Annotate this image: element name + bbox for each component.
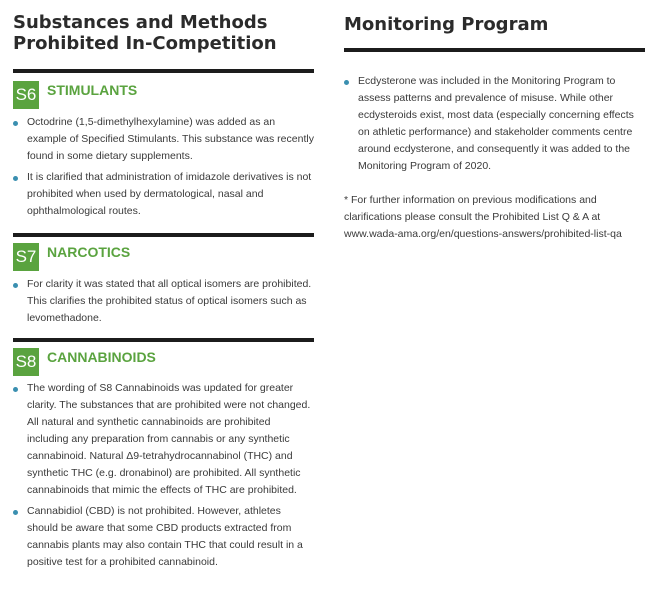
monitoring-divider <box>344 48 645 52</box>
section-s6-list <box>13 114 314 220</box>
section-s6-header <box>13 81 314 109</box>
list-item: It is clarified that administration of imidazole derivatives is not prohibited when used by dermatological, nasal and ophthalmological routes. <box>13 169 314 220</box>
section-s8-title: CANNABINOIDS <box>47 349 156 365</box>
list-item: Octodrine (1,5-dimethylhexylamine) was added as an example of Specified Stimulants. This substance was recently found in some dietary supplements. <box>13 114 314 165</box>
list-item: Ecdysterone was included in the Monitoring Program to assess patterns and prevalence of misuse. While other ecdysteroids exist, most data (especially concerning effects on athletic performance) and stakeholder comments centre around ecdysterone, and consequently it was added to the Monitoring Program of 2020. <box>344 73 645 175</box>
section-s7-list <box>13 276 314 327</box>
section-s8-badge: S8 <box>13 348 39 376</box>
heading-divider <box>13 69 314 73</box>
section-s8-header <box>13 348 314 376</box>
section-s6-title: STIMULANTS <box>47 82 138 98</box>
section-s7 <box>13 243 314 327</box>
section-s6-badge: S6 <box>13 81 39 109</box>
list-item: Cannabidiol (CBD) is not prohibited. However, athletes should be aware that some CBD products extracted from cannabis plants may also contain THC that could result in a positive test for a prohibited cannabinoid. <box>13 503 314 571</box>
section-divider <box>13 338 314 342</box>
section-s6 <box>13 81 314 220</box>
section-s7-header <box>13 243 314 271</box>
monitoring-program-heading: Monitoring Program <box>344 14 549 35</box>
section-s7-title: NARCOTICS <box>47 244 131 260</box>
right-column <box>344 12 645 243</box>
section-s8-list <box>13 380 314 571</box>
list-item: For clarity it was stated that all optical isomers are prohibited. This clarifies the prohibited status of optical isomers such as levomethadone. <box>13 276 314 327</box>
footnote: * For further information on previous modifications and clarifications please consult the Prohibited List Q & A at www.wada-ama.org/en/questions-answers/prohibited-list-qa <box>344 194 622 240</box>
page-title <box>13 12 314 54</box>
page-title-line1: Substances and Methods <box>13 12 268 33</box>
section-s8 <box>13 348 314 571</box>
left-column <box>13 12 314 571</box>
section-s7-badge: S7 <box>13 243 39 271</box>
section-divider <box>13 233 314 237</box>
page-title-line2: Prohibited In-Competition <box>13 33 277 54</box>
monitoring-list <box>344 73 645 175</box>
list-item: The wording of S8 Cannabinoids was updated for greater clarity. The substances that are prohibited were not changed. All natural and synthetic cannabinoids are prohibited including any preparation from cannabis or any synthetic cannabinoid. Natural Δ9-tetrahydrocannabinol (THC) and synthetic THC (e.g. dronabinol) are prohibited. All synthetic cannabinoids that mimic the effects of THC are prohibited. <box>13 380 314 499</box>
